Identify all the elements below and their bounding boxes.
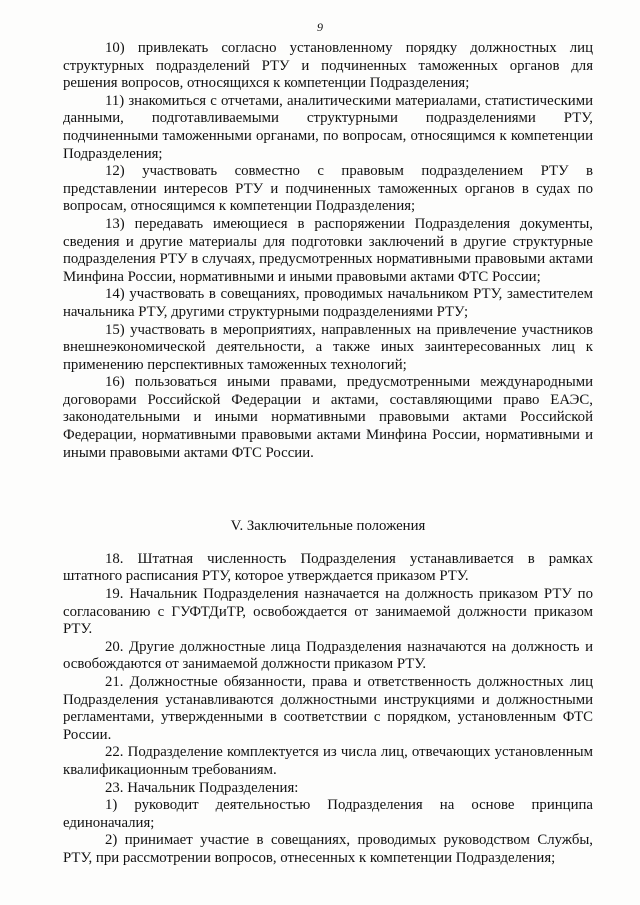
clause-20: 20. Другие должностные лица Подразделения назначаются на должность и освобождаются от занимаемой должности приказом РТУ. — [63, 638, 593, 673]
clause-18: 18. Штатная численность Подразделения устанавливается в рамках штатного расписания РТУ, которое утверждается приказом РТУ. — [63, 550, 593, 585]
clause-23-title: 23. Начальник Подразделения: — [105, 779, 299, 796]
clause-19: 19. Начальник Подразделения назначается на должность приказом РТУ по согласованию с ГУФТДиТР, освобождается от занимаемой должности приказом РТУ. — [63, 586, 593, 638]
paragraph-14: 14) участвовать в совещаниях, проводимых начальником РТУ, заместителем начальника РТУ, другими структурными подразделениями РТУ; — [63, 286, 593, 320]
paragraph-11: 11) знакомиться с отчетами, аналитическими материалами, статистическими данными, подготавливаемыми структурными подразделениями РТУ, подчиненными таможенными органами, по вопросам, относящимся к компетенции Подразделения; — [63, 92, 593, 162]
clause-23-item-2: 2) принимает участие в совещаниях, проводимых руководством Службы, РТУ, при рассмотрении вопросов, отнесенных к компетенции Подразделения; — [63, 832, 593, 866]
paragraph-10: 10) привлекать согласно установленному порядку должностных лиц структурных подразделений РТУ и подчиненных таможенных органов для решения вопросов, относящихся к компетенции Подразделения; — [63, 40, 593, 92]
clause-22: 22. Подразделение комплектуется из числа лиц, отвечающих установленным квалификационным требованиям. — [63, 744, 593, 778]
clause-21: 21. Должностные обязанности, права и ответственность должностных лиц Подразделения устанавливаются должностными инструкциями и должностными регламентами, утвержденными в соответствии с порядком, установленным ФТС России. — [63, 674, 593, 743]
paragraph-12: 12) участвовать совместно с правовым подразделением РТУ в представлении интересов РТУ и подчиненных таможенных органов в судах по вопросам, относящимся к компетенции Подразделения; — [63, 163, 593, 215]
clause-23-item-1: 1) руководит деятельностью Подразделения на основе принципа единоначалия; — [63, 797, 593, 831]
page-number: 9 — [317, 20, 323, 34]
paragraph-16: 16) пользоваться иными правами, предусмотренными международными договорами Российской Федерации и актами, составляющими право ЕАЭС, законодательными и иными нормативными правовыми актами Российской Федерации, нормативными правовыми актами Минфина России, нормативными и иными правовыми актами ФТС России. — [63, 374, 593, 461]
section-heading: V. Заключительные положения — [230, 518, 426, 535]
paragraph-15: 15) участвовать в мероприятиях, направленных на привлечение участников внешнеэкономической деятельности, а также иных заинтересованных лиц к применению перспективных таможенных технологий; — [63, 321, 593, 373]
paragraph-13: 13) передавать имеющиеся в распоряжении Подразделения документы, сведения и другие материалы для подготовки заключений в другие структурные подразделения РТУ в случаях, предусмотренных нормативными правовыми актами Минфина России, нормативными и иными правовыми актами ФТС России; — [63, 215, 593, 285]
document-body — [63, 40, 593, 868]
